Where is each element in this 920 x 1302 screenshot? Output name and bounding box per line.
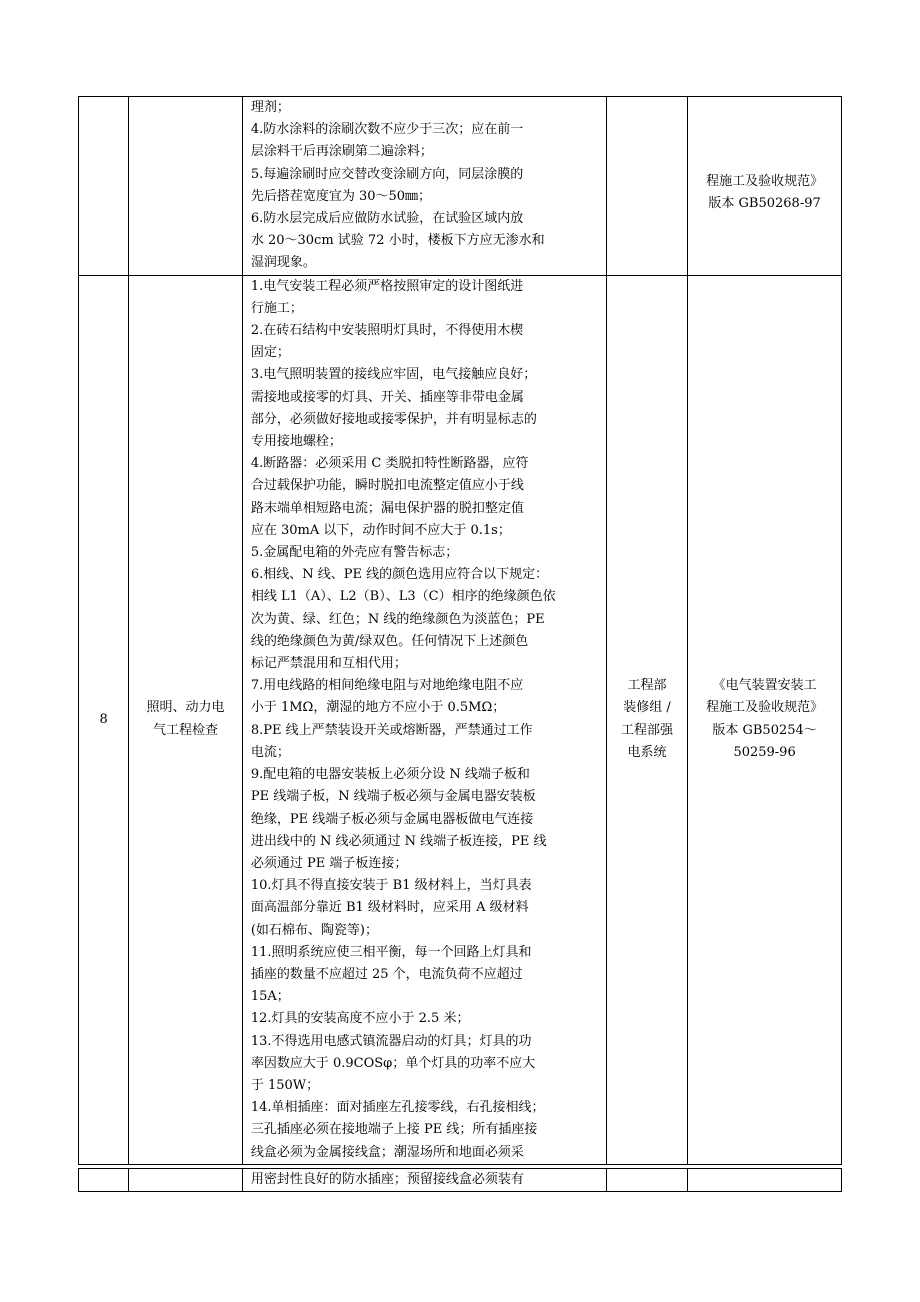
requirement-line: 水 20～30cm 试验 72 小时，楼板下方应无渗水和 [250, 233, 545, 249]
requirement-line: 5.每遍涂刷时应交替改变涂刷方向，同层涂膜的 [250, 166, 524, 182]
department-line: 装修组 / [623, 700, 671, 716]
requirement-line: 必须通过 PE 端子板连接； [250, 855, 408, 871]
item-cell [129, 97, 243, 276]
requirement-line: 1.电气安装工程必须严格按照审定的设计图纸进 [250, 278, 524, 294]
item-cell [129, 1169, 243, 1192]
requirement-line: 先后搭茬宽度宜为 30～50㎜； [250, 188, 432, 204]
requirement-line: 6.相线、N 线、PE 线的颜色选用应符合以下规定： [250, 567, 549, 583]
requirement-line: 行施工； [250, 300, 303, 316]
item-name-line: 气工程检查 [153, 722, 219, 738]
standard-line: 版本 GB50254～ [712, 722, 817, 738]
requirement-line: 4.防水涂料的涂刷次数不应少于三次；应在前一 [250, 122, 524, 138]
number-cell [79, 1169, 129, 1192]
requirement-line: 进出线中的 N 线必须通过 N 线端子板连接，PE 线 [250, 833, 547, 849]
requirement-line: 理剂； [250, 100, 290, 115]
requirement-line: 相线 L1（A）、L2（B）、L3（C）相序的绝缘颜色依 [250, 589, 556, 605]
requirement-line: 9.配电箱的电器安装板上必须分设 N 线端子板和 [250, 767, 530, 783]
row-number: 8 [99, 711, 108, 727]
requirement-line: 14.单相插座：面对插座左孔接零线，右孔接相线； [250, 1100, 545, 1116]
department-line: 工程部 [627, 678, 667, 694]
requirement-line: 7.用电线路的相间绝缘电阻与对地绝缘电阻不应 [250, 678, 524, 694]
requirement-line: 4.断路器：必须采用 C 类脱扣特性断路器，应符 [250, 456, 529, 472]
requirement-line: 3.电气照明装置的接线应牢固，电气接触应良好； [250, 367, 537, 383]
item-cell [129, 275, 243, 1164]
standard-cell [688, 275, 842, 1164]
requirement-line: 小于 1MΩ，潮湿的地方不应小于 0.5MΩ； [250, 700, 506, 716]
department-line: 工程部强 [620, 722, 673, 738]
inspection-table [78, 96, 842, 1165]
department-line: 电系统 [627, 744, 667, 760]
requirement-line: 专用接地螺栓； [250, 434, 342, 450]
standard-line: 程施工及验收规范》 [706, 700, 824, 716]
requirement-line: 12.灯具的安装高度不应小于 2.5 米； [250, 1011, 470, 1027]
requirement-line: 湿润现象。 [250, 255, 316, 271]
requirement-line: 路末端单相短路电流；漏电保护器的脱扣整定值 [250, 500, 524, 516]
requirement-line: 绝缘，PE 线端子板必须与金属电器板做电气连接 [250, 811, 534, 827]
standard-line: 50259-96 [733, 744, 796, 760]
requirement-line: 固定； [250, 345, 290, 361]
requirement-line: 标记严禁混用和互相代用； [250, 656, 407, 672]
requirement-line: 5.金属配电箱的外壳应有警告标志； [250, 545, 459, 561]
requirement-line: 2.在砖石结构中安装照明灯具时，不得使用木楔 [250, 323, 524, 339]
requirements-cell [242, 275, 606, 1164]
requirements-cell [242, 1169, 606, 1192]
standard-line: 程施工及验收规范》 [706, 174, 824, 190]
standard-line: 《电气装置安装工 [712, 678, 817, 694]
department-cell [606, 275, 687, 1164]
requirement-line: 应在 30mA 以下，动作时间不应大于 0.1s； [250, 522, 511, 538]
department-cell [606, 97, 687, 276]
requirement-line: 需接地或接零的灯具、开关、插座等非带电金属 [250, 389, 524, 405]
requirement-line: 插座的数量不应超过 25 个，电流负荷不应超过 [250, 966, 523, 982]
table-row-continued [79, 1169, 842, 1192]
requirement-line: 次为黄、绿、红色；N 线的绝缘颜色为淡蓝色；PE [250, 611, 545, 627]
department-cell [606, 1169, 687, 1192]
table-row-previous [79, 97, 842, 276]
requirement-line: 线的绝缘颜色为黄/绿双色。任何情况下上述颜色 [250, 633, 529, 649]
inspection-table-continued [78, 1168, 842, 1192]
standard-cell [688, 1169, 842, 1192]
requirement-line: 率因数应大于 0.9COSφ；单个灯具的功率不应大 [250, 1055, 536, 1071]
standard-cell [688, 97, 842, 276]
requirement-line: 8.PE 线上严禁装设开关或熔断器，严禁通过工作 [250, 722, 533, 738]
number-cell [79, 275, 129, 1164]
table-row-8 [79, 275, 842, 1164]
requirement-line: PE 线端子板，N 线端子板必须与金属电器安装板 [250, 789, 536, 805]
requirement-line: (如石棉布、陶瓷等)； [250, 922, 378, 938]
requirement-line: 13.不得选用电感式镇流器启动的灯具；灯具的功 [250, 1033, 532, 1049]
requirement-line: 用密封性良好的防水插座；预留接线盒必须装有 [250, 1172, 524, 1187]
requirement-line: 6.防水层完成后应做防水试验，在试验区域内放 [250, 211, 524, 227]
requirement-line: 11.照明系统应使三相平衡，每一个回路上灯具和 [250, 944, 532, 960]
item-name-line: 照明、动力电 [146, 700, 225, 716]
requirement-line: 10.灯具不得直接安装于 B1 级材料上，当灯具表 [250, 878, 532, 894]
requirement-line: 层涂料干后再涂刷第二遍涂料； [250, 144, 433, 160]
requirement-line: 面高温部分靠近 B1 级材料时，应采用 A 级材料 [250, 900, 529, 916]
requirement-line: 于 150W； [250, 1077, 320, 1093]
requirement-line: 线盒必须为金属接线盒；潮湿场所和地面必须采 [250, 1144, 524, 1160]
requirement-line: 15A； [250, 989, 290, 1005]
requirement-line: 电流； [250, 744, 290, 760]
requirement-line: 部分，必须做好接地或接零保护，并有明显标志的 [250, 411, 537, 427]
standard-line: 版本 GB50268-97 [708, 196, 821, 212]
requirement-line: 合过载保护功能，瞬时脱扣电流整定值应小于线 [250, 478, 524, 494]
requirements-cell [242, 97, 606, 276]
requirement-line: 三孔插座必须在接地端子上接 PE 线；所有插座接 [250, 1122, 538, 1138]
number-cell [79, 97, 129, 276]
